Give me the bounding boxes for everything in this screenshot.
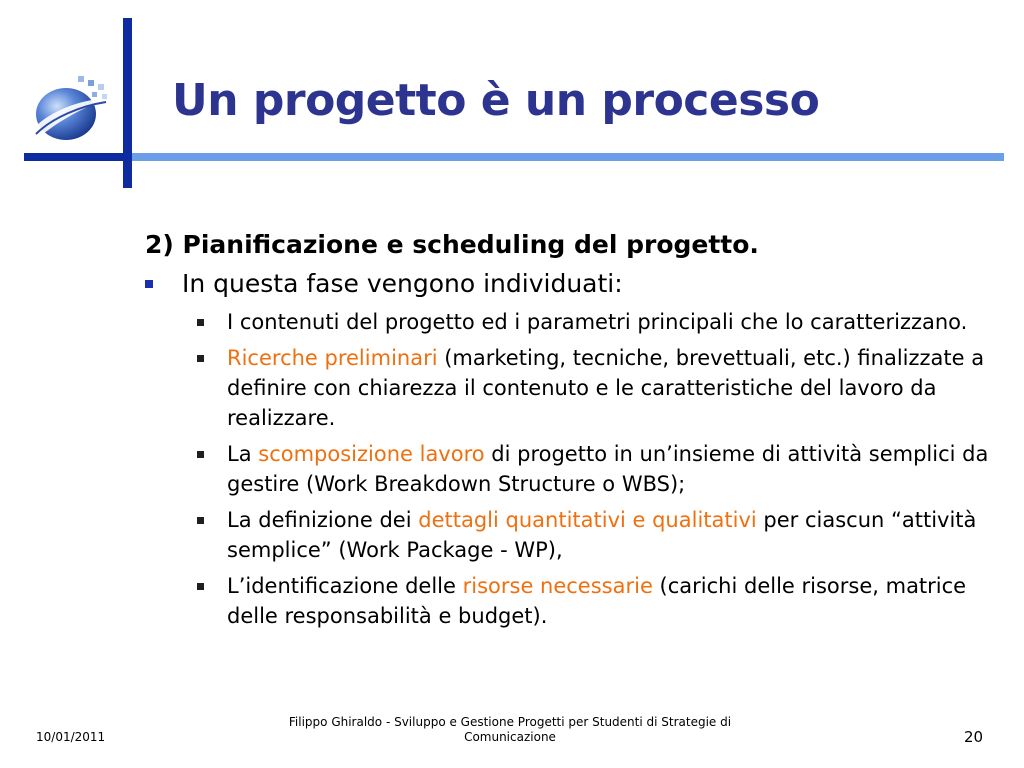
square-bullet-icon bbox=[197, 451, 204, 458]
vertical-accent-bar bbox=[123, 18, 132, 188]
sub-bullet bbox=[145, 343, 1005, 433]
main-bullet bbox=[145, 269, 1005, 299]
sub-bullet-text: L’identificazione delle bbox=[227, 574, 463, 598]
footer-date: 10/01/2011 bbox=[36, 730, 106, 744]
square-bullet-icon bbox=[197, 355, 204, 362]
square-bullet-icon bbox=[197, 319, 204, 326]
sub-bullet-text: di progetto in un’insieme di attività semplici da gestire (Work Breakdown Structure o WBS); bbox=[227, 442, 989, 496]
page-number: 20 bbox=[964, 728, 984, 746]
main-bullet-text: In questa fase vengono individuati: bbox=[182, 269, 623, 298]
slide-content bbox=[145, 230, 1005, 637]
sphere-logo-icon bbox=[28, 72, 112, 146]
highlighted-term: risorse necessarie bbox=[462, 574, 653, 598]
footer-author: Filippo Ghiraldo - Sviluppo e Gestione Progetti per Studenti di Strategie di Comunicazione bbox=[288, 715, 732, 744]
section-heading: 2) Pianificazione e scheduling del progetto. bbox=[145, 230, 759, 259]
sub-bullet-text: (marketing, tecniche, brevettuali, etc.) finalizzate a definire con chiarezza il contenuto e le caratteristiche del lavoro da realizzare. bbox=[227, 346, 985, 430]
slide-title: Un progetto è un processo bbox=[172, 75, 820, 126]
square-bullet-icon bbox=[197, 517, 204, 524]
highlighted-term: scomposizione lavoro bbox=[258, 442, 485, 466]
sub-bullet bbox=[145, 439, 1005, 499]
square-bullet-icon bbox=[197, 583, 204, 590]
horizontal-accent-bar-dark bbox=[24, 153, 132, 161]
highlighted-term: dettagli quantitativi e qualitativi bbox=[418, 508, 757, 532]
sub-bullet-text: (carichi delle risorse, matrice delle responsabilità e budget). bbox=[227, 574, 967, 628]
sub-bullet-text: I contenuti del progetto ed i parametri principali che lo caratterizzano. bbox=[227, 310, 968, 334]
sub-bullet-text: La bbox=[227, 442, 259, 466]
sub-bullet-text: La definizione dei bbox=[227, 508, 419, 532]
square-bullet-icon bbox=[145, 280, 153, 288]
sub-bullet-text: per ciascun “attività semplice” (Work Package - WP), bbox=[227, 508, 977, 562]
highlighted-term: Ricerche preliminari bbox=[227, 346, 438, 370]
sub-bullet bbox=[145, 307, 1005, 337]
sub-bullet bbox=[145, 505, 1005, 565]
sub-bullet bbox=[145, 571, 1005, 631]
horizontal-accent-bar-light bbox=[132, 153, 1004, 161]
